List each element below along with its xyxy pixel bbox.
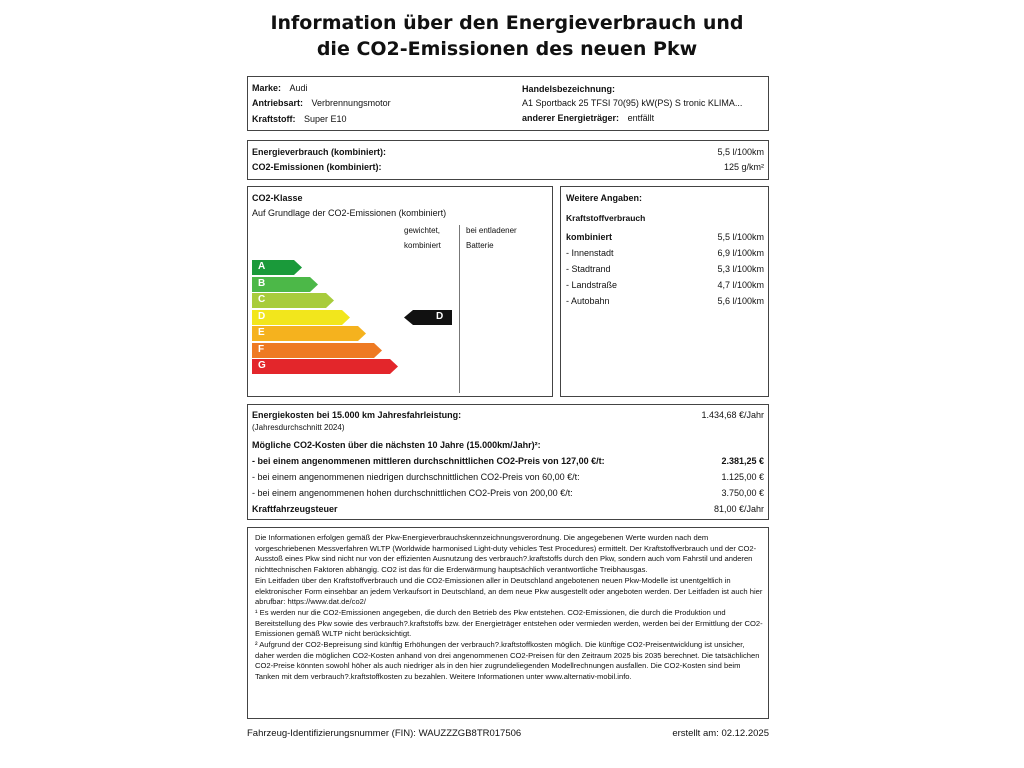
trade-name-value: A1 Sportback 25 TFSI 70(95) kW(PS) S tronic KLIMA...: [522, 98, 743, 108]
fuel-consumption-row-label: - Autobahn: [566, 296, 610, 306]
vehicle-tax-value: 81,00 €/Jahr: [713, 504, 764, 514]
co2-cost-label: Mögliche CO2-Kosten über die nächsten 10 Jahre (15.000km/Jahr)²:: [252, 440, 541, 450]
creation-date: erstellt am: 02.12.2025: [672, 728, 769, 739]
fuel-consumption-row-label: kombiniert: [566, 232, 613, 242]
co2-class-box: [247, 186, 553, 397]
other-energy-value: entfällt: [627, 113, 655, 123]
fuel-consumption-row-label: - Innenstadt: [566, 248, 614, 258]
co2-class-subheading: Auf Grundlage der CO2-Emissionen (kombiniert): [252, 208, 447, 218]
title-line-1: Information über den Energieverbrauch und: [270, 12, 744, 34]
co2-class-label: D: [258, 310, 266, 322]
column-divider: [459, 225, 460, 393]
co2-cost-low-value: 1.125,00 €: [721, 472, 764, 482]
energy-cost-label: Energiekosten bei 15.000 km Jahresfahrleistung:: [252, 410, 462, 420]
legal-paragraph-1: Die Informationen erfolgen gemäß der Pkw-Energieverbrauchskennzeichnungsverordnung. Die angegebenen Werte wurden nach dem vorgeschriebenen Messverfahren WLTP (Worldwide harmonised Light-duty vehicles Test Procedures) ermittelt. Der Kraftstoffverbrauch und der CO2-Ausstoß eines Pkw sind nicht nur von der effizienten Ausnutzung des verbrauch?.kraftstoffs durch den Pkw, sondern auch vom Fahrstil und anderen nichttechnischen Faktoren abhängig. CO2 ist das für die Erderwärmung hauptsächlich verantwortliche Treibhausgas.: [255, 533, 757, 575]
drive-type-value: Verbrennungsmotor: [311, 98, 391, 108]
co2-class-arrow-g: [252, 359, 398, 374]
fuel-consumption-row-value: 4,7 l/100km: [717, 280, 764, 290]
co2-class-heading: CO2-Klasse: [252, 193, 303, 203]
fuel-consumption-row-value: 5,3 l/100km: [717, 264, 764, 274]
co2-class-label: A: [258, 261, 266, 272]
annual-average-note: (Jahresdurchschnitt 2024): [252, 423, 345, 432]
further-details-box: [560, 186, 769, 397]
co2-cost-mid-value: 2.381,25 €: [721, 456, 764, 466]
co2-cost-high-value: 3.750,00 €: [721, 488, 764, 498]
page-title: [0, 10, 1014, 62]
make-label: Marke:: [252, 83, 282, 93]
weighted-label-1: gewichtet,: [404, 226, 441, 235]
current-class-indicator: [404, 310, 452, 325]
other-energy-label: anderer Energieträger:: [522, 113, 620, 123]
weighted-label-2: kombiniert: [404, 241, 441, 250]
energy-cost-value: 1.434,68 €/Jahr: [701, 410, 764, 420]
legal-notice-box: [247, 527, 769, 719]
footnote-1: ¹ Es werden nur die CO2-Emissionen angegeben, die durch den Betrieb des Pkw entstehen. CO2-Emissionen, die durch die Produktion und Bereitstellung des Pkw sowie des verbrauch?.kraftstoffs bzw. der Energieträger entstehen oder vermieden werden, werden bei der Ermittlung der CO2-Emissionen gemäß WLTP nicht berücksichtigt.: [255, 607, 763, 639]
co2-class-arrow-d: [252, 310, 350, 325]
co2-class-label: G: [258, 360, 266, 371]
costs-box: [247, 404, 769, 520]
co2-cost-high-label: - bei einem angenommenen hohen durchschnittlichen CO2-Preis von 200,00 €/t:: [252, 488, 573, 498]
trade-name-label: Handelsbezeichnung:: [522, 84, 616, 94]
further-heading: Weitere Angaben:: [566, 193, 643, 203]
vehicle-tax-label: Kraftfahrzeugsteuer: [252, 504, 338, 514]
fuel-consumption-row-label: - Stadtrand: [566, 264, 611, 274]
co2-class-arrow-f: [252, 343, 382, 358]
title-line-2: die CO2-Emissionen des neuen Pkw: [316, 38, 698, 60]
fuel-consumption-heading: Kraftstoffverbrauch: [566, 213, 646, 223]
legal-paragraph-2: Ein Leitfaden über den Kraftstoffverbrauch und die CO2-Emissionen aller in Deutschland angebotenen neuen Pkw-Modelle ist unentgeltlich in elektronischer Form einsehbar an jedem Verkaufsort in Deutschland, an dem neue Pkw ausgestellt oder angeboten werden. Der Leitfaden ist auch hier abrufbar: https://www.dat.de/co2/: [255, 575, 763, 607]
co2-class-label: F: [258, 343, 265, 355]
fuel-consumption-row-value: 5,6 l/100km: [717, 296, 764, 306]
footnote-2: ² Aufgrund der CO2-Bepreisung sind künftig Erhöhungen der verbrauch?.kraftstoffkosten möglich. Die künftige CO2-Preisentwicklung ist unsicher, daher werden die möglichen CO2-Kosten anhand von drei angenommenen CO2-Preisen für den Zeitraum 2025 bis 2035 berechnet. Die tatsächlichen CO2-Preise könnten sowohl höher als auch niedriger als in den hier zugrundeliegenden Modellrechnungen ausfallen. Die CO2-Kosten sind beim Tanken mit dem verbrauch?.kraftstoffkosten zu bezahlen. Weitere Informationen unter www.alternativ-mobil.info.: [255, 640, 760, 682]
co2-class-arrow-b: [252, 277, 318, 292]
co2-class-label: E: [258, 327, 265, 338]
fuel-consumption-row-label: - Landstraße: [566, 280, 618, 290]
co2-cost-mid-label: - bei einem angenommenen mittleren durchschnittlichen CO2-Preis von 127,00 €/t:: [252, 456, 605, 466]
co2-emissions-label: CO2-Emissionen (kombiniert):: [252, 162, 382, 172]
discharged-label-2: Batterie: [466, 241, 494, 250]
vin-text: Fahrzeug-Identifizierungsnummer (FIN): WAUZZZGB8TR017506: [247, 728, 522, 739]
current-class-label: D: [436, 310, 444, 322]
co2-class-arrow-c: [252, 293, 334, 308]
energy-consumption-label: Energieverbrauch (kombiniert):: [252, 147, 387, 157]
co2-class-label: C: [258, 294, 266, 305]
vehicle-info-box: [247, 76, 769, 131]
fuel-consumption-row-value: 6,9 l/100km: [717, 248, 764, 258]
co2-class-label: B: [258, 277, 266, 289]
make-value: Audi: [289, 83, 308, 93]
fuel-consumption-row-value: 5,5 l/100km: [717, 232, 764, 242]
co2-emissions-value: 125 g/km²: [723, 162, 764, 172]
co2-class-arrow-e: [252, 326, 366, 341]
consumption-box: [247, 140, 769, 180]
discharged-label-1: bei entladener: [466, 226, 517, 235]
co2-cost-low-label: - bei einem angenommenen niedrigen durchschnittlichen CO2-Preis von 60,00 €/t:: [252, 472, 580, 482]
fuel-label: Kraftstoff:: [252, 114, 296, 124]
co2-class-arrow-a: [252, 260, 302, 275]
drive-type-label: Antriebsart:: [252, 98, 304, 108]
energy-consumption-value: 5,5 l/100km: [717, 147, 764, 157]
fuel-value: Super E10: [304, 114, 347, 124]
